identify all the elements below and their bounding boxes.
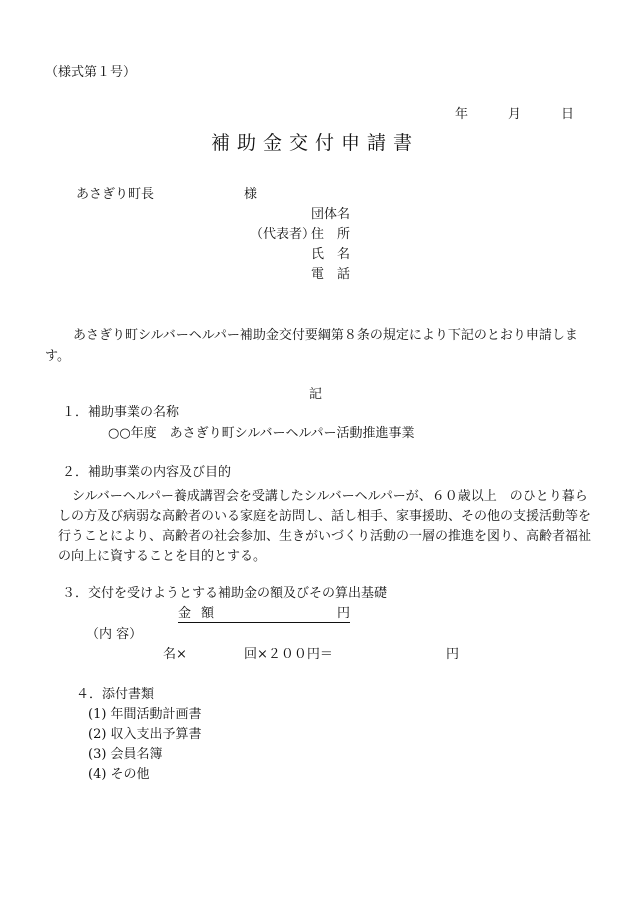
document-title: 補助金交付申請書 bbox=[210, 132, 419, 154]
org-name-label: 団体名 bbox=[311, 207, 351, 222]
ki-marker: 記 bbox=[309, 387, 323, 402]
date-day-label: 日 bbox=[561, 107, 575, 122]
attachment-item: (3) 会員名簿 bbox=[88, 747, 163, 762]
calc-rate: 回×２００円＝ bbox=[244, 647, 333, 662]
attachment-item: (1) 年間活動計画書 bbox=[88, 707, 202, 722]
date-month-label: 月 bbox=[508, 107, 522, 122]
section1-heading: １．補助事業の名称 bbox=[62, 405, 180, 420]
section2-heading: ２．補助事業の内容及び目的 bbox=[62, 465, 232, 480]
amount-label: 金額 bbox=[178, 606, 225, 621]
attachment-item: (2) 収入支出予算書 bbox=[88, 727, 202, 742]
form-number: （様式第１号） bbox=[45, 65, 137, 80]
detail-label: （内 容） bbox=[86, 627, 143, 642]
honorific: 様 bbox=[244, 187, 258, 202]
section1-body: ○○年度 あさぎり町シルバーヘルパー活動推進事業 bbox=[108, 426, 415, 441]
representative-label: （代表者） bbox=[250, 227, 316, 242]
section2-body: シルバーヘルパー養成講習会を受講したシルバーヘルパーが、６０歳以上 のひとり暮らしの方及び病弱な高齢者のいる家庭を訪問し、話し相手、家事援助、その他の支援活動等を行うことにより、高齢者の社会参加、生きがいづくり活動の一層の推進を図り、高齢者福祉の向上に資することを目的とする。 bbox=[58, 489, 592, 564]
calc-unit: 円 bbox=[446, 647, 460, 662]
phone-label: 電 話 bbox=[311, 267, 351, 282]
intro-paragraph: あさぎり町シルバーヘルパー補助金交付要綱第８条の規定により下記のとおり申請します。 bbox=[45, 328, 578, 364]
calc-persons: 名× bbox=[163, 647, 187, 662]
attachment-item: (4) その他 bbox=[88, 767, 150, 782]
section3-heading: ３．交付を受けようとする補助金の額及びその算出基礎 bbox=[62, 586, 388, 601]
amount-unit: 円 bbox=[337, 606, 351, 621]
address-label: 住 所 bbox=[311, 227, 351, 242]
section4-heading: ４．添付書類 bbox=[76, 687, 155, 702]
addressee: あさぎり町長 bbox=[76, 187, 155, 202]
date-year-label: 年 bbox=[455, 107, 469, 122]
name-label: 氏 名 bbox=[311, 247, 351, 262]
